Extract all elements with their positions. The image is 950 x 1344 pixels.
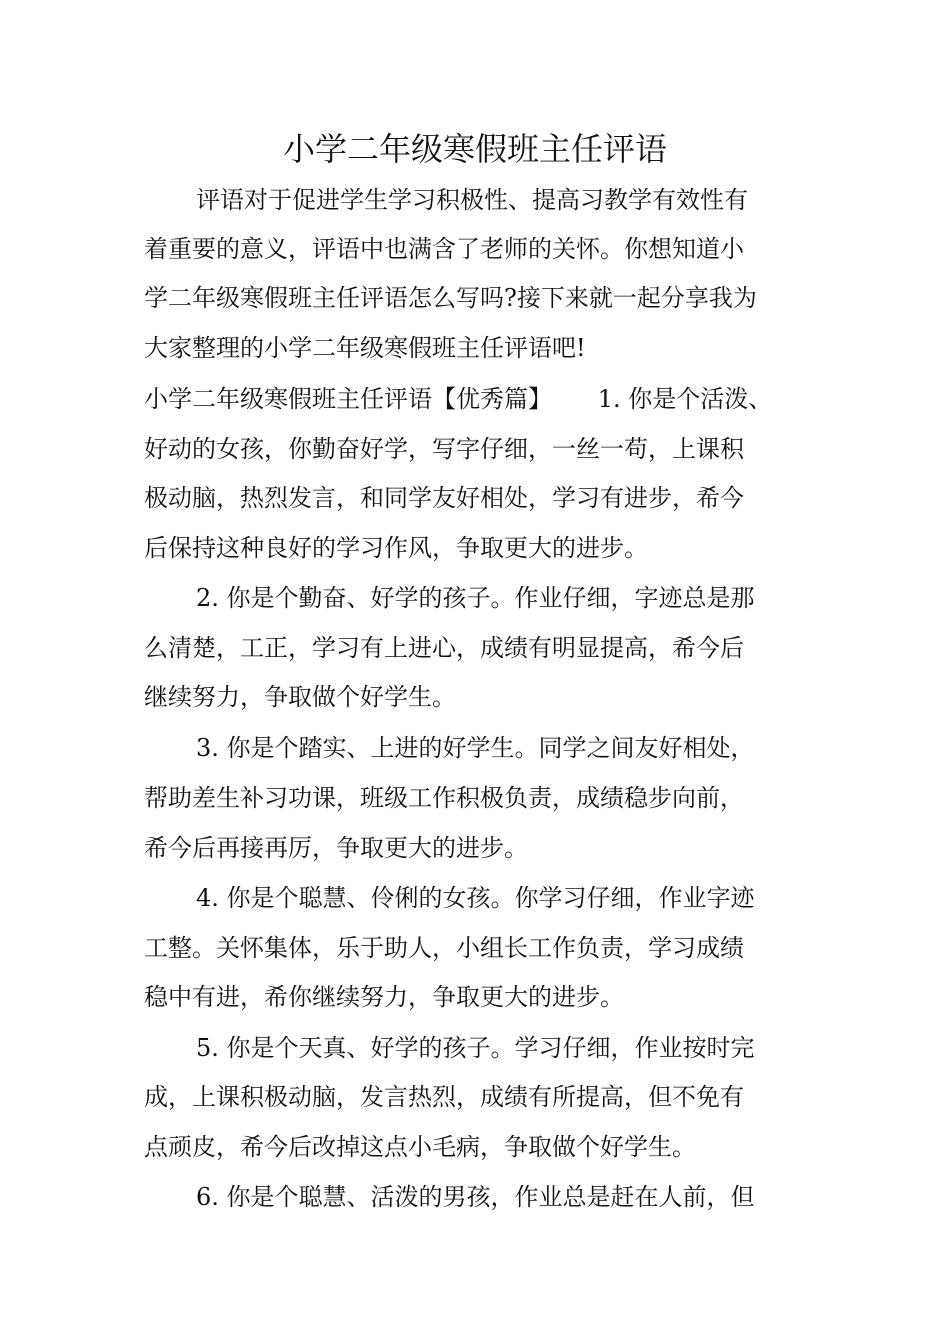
text-line: 学二年级寒假班主任评语怎么写吗?接下来就一起分享我为 bbox=[144, 284, 757, 312]
text-line: 点顽皮，希今后改掉这点小毛病，争取做个好学生。 bbox=[144, 1133, 696, 1161]
text-line: 稳中有进，希你继续努力，争取更大的进步。 bbox=[144, 983, 624, 1011]
text-line: 希今后再接再厉，争取更大的进步。 bbox=[144, 834, 528, 862]
text-line: 后保持这种良好的学习作风，争取更大的进步。 bbox=[144, 534, 648, 562]
text-line: 成，上课积极动脑，发言热烈，成绩有所提高，但不免有 bbox=[144, 1083, 744, 1111]
text-line: 么清楚，工正，学习有上进心，成绩有明显提高，希今后 bbox=[144, 634, 744, 662]
text-line: 继续努力，争取做个好学生。 bbox=[144, 683, 456, 711]
text-line: 5. 你是个天真、好学的孩子。学习仔细，作业按时完 bbox=[196, 1034, 755, 1062]
text-line: 大家整理的小学二年级寒假班主任评语吧! bbox=[144, 334, 586, 362]
text-line: 小学二年级寒假班主任评语【优秀篇】 1. 你是个活泼、 bbox=[144, 385, 773, 413]
text-line: 3. 你是个踏实、上进的好学生。同学之间友好相处， bbox=[196, 734, 755, 762]
text-line: 工整。关怀集体，乐于助人，小组长工作负责，学习成绩 bbox=[144, 934, 744, 962]
document-title: 小学二年级寒假班主任评语 bbox=[282, 130, 667, 168]
text-line: 帮助差生补习功课，班级工作积极负责，成绩稳步向前， bbox=[144, 784, 744, 812]
text-line: 评语对于促进学生学习积极性、提高习教学有效性有 bbox=[196, 186, 748, 214]
text-line: 6. 你是个聪慧、活泼的男孩，作业总是赶在人前，但 bbox=[196, 1183, 755, 1211]
text-line: 4. 你是个聪慧、伶俐的女孩。你学习仔细，作业字迹 bbox=[196, 884, 755, 912]
text-line: 极动脑，热烈发言，和同学友好相处，学习有进步，希今 bbox=[144, 484, 744, 512]
text-line: 好动的女孩，你勤奋好学，写字仔细，一丝一苟，上课积 bbox=[144, 435, 744, 463]
text-line: 2. 你是个勤奋、好学的孩子。作业仔细，字迹总是那 bbox=[196, 584, 755, 612]
text-line: 着重要的意义，评语中也满含了老师的关怀。你想知道小 bbox=[144, 235, 744, 263]
